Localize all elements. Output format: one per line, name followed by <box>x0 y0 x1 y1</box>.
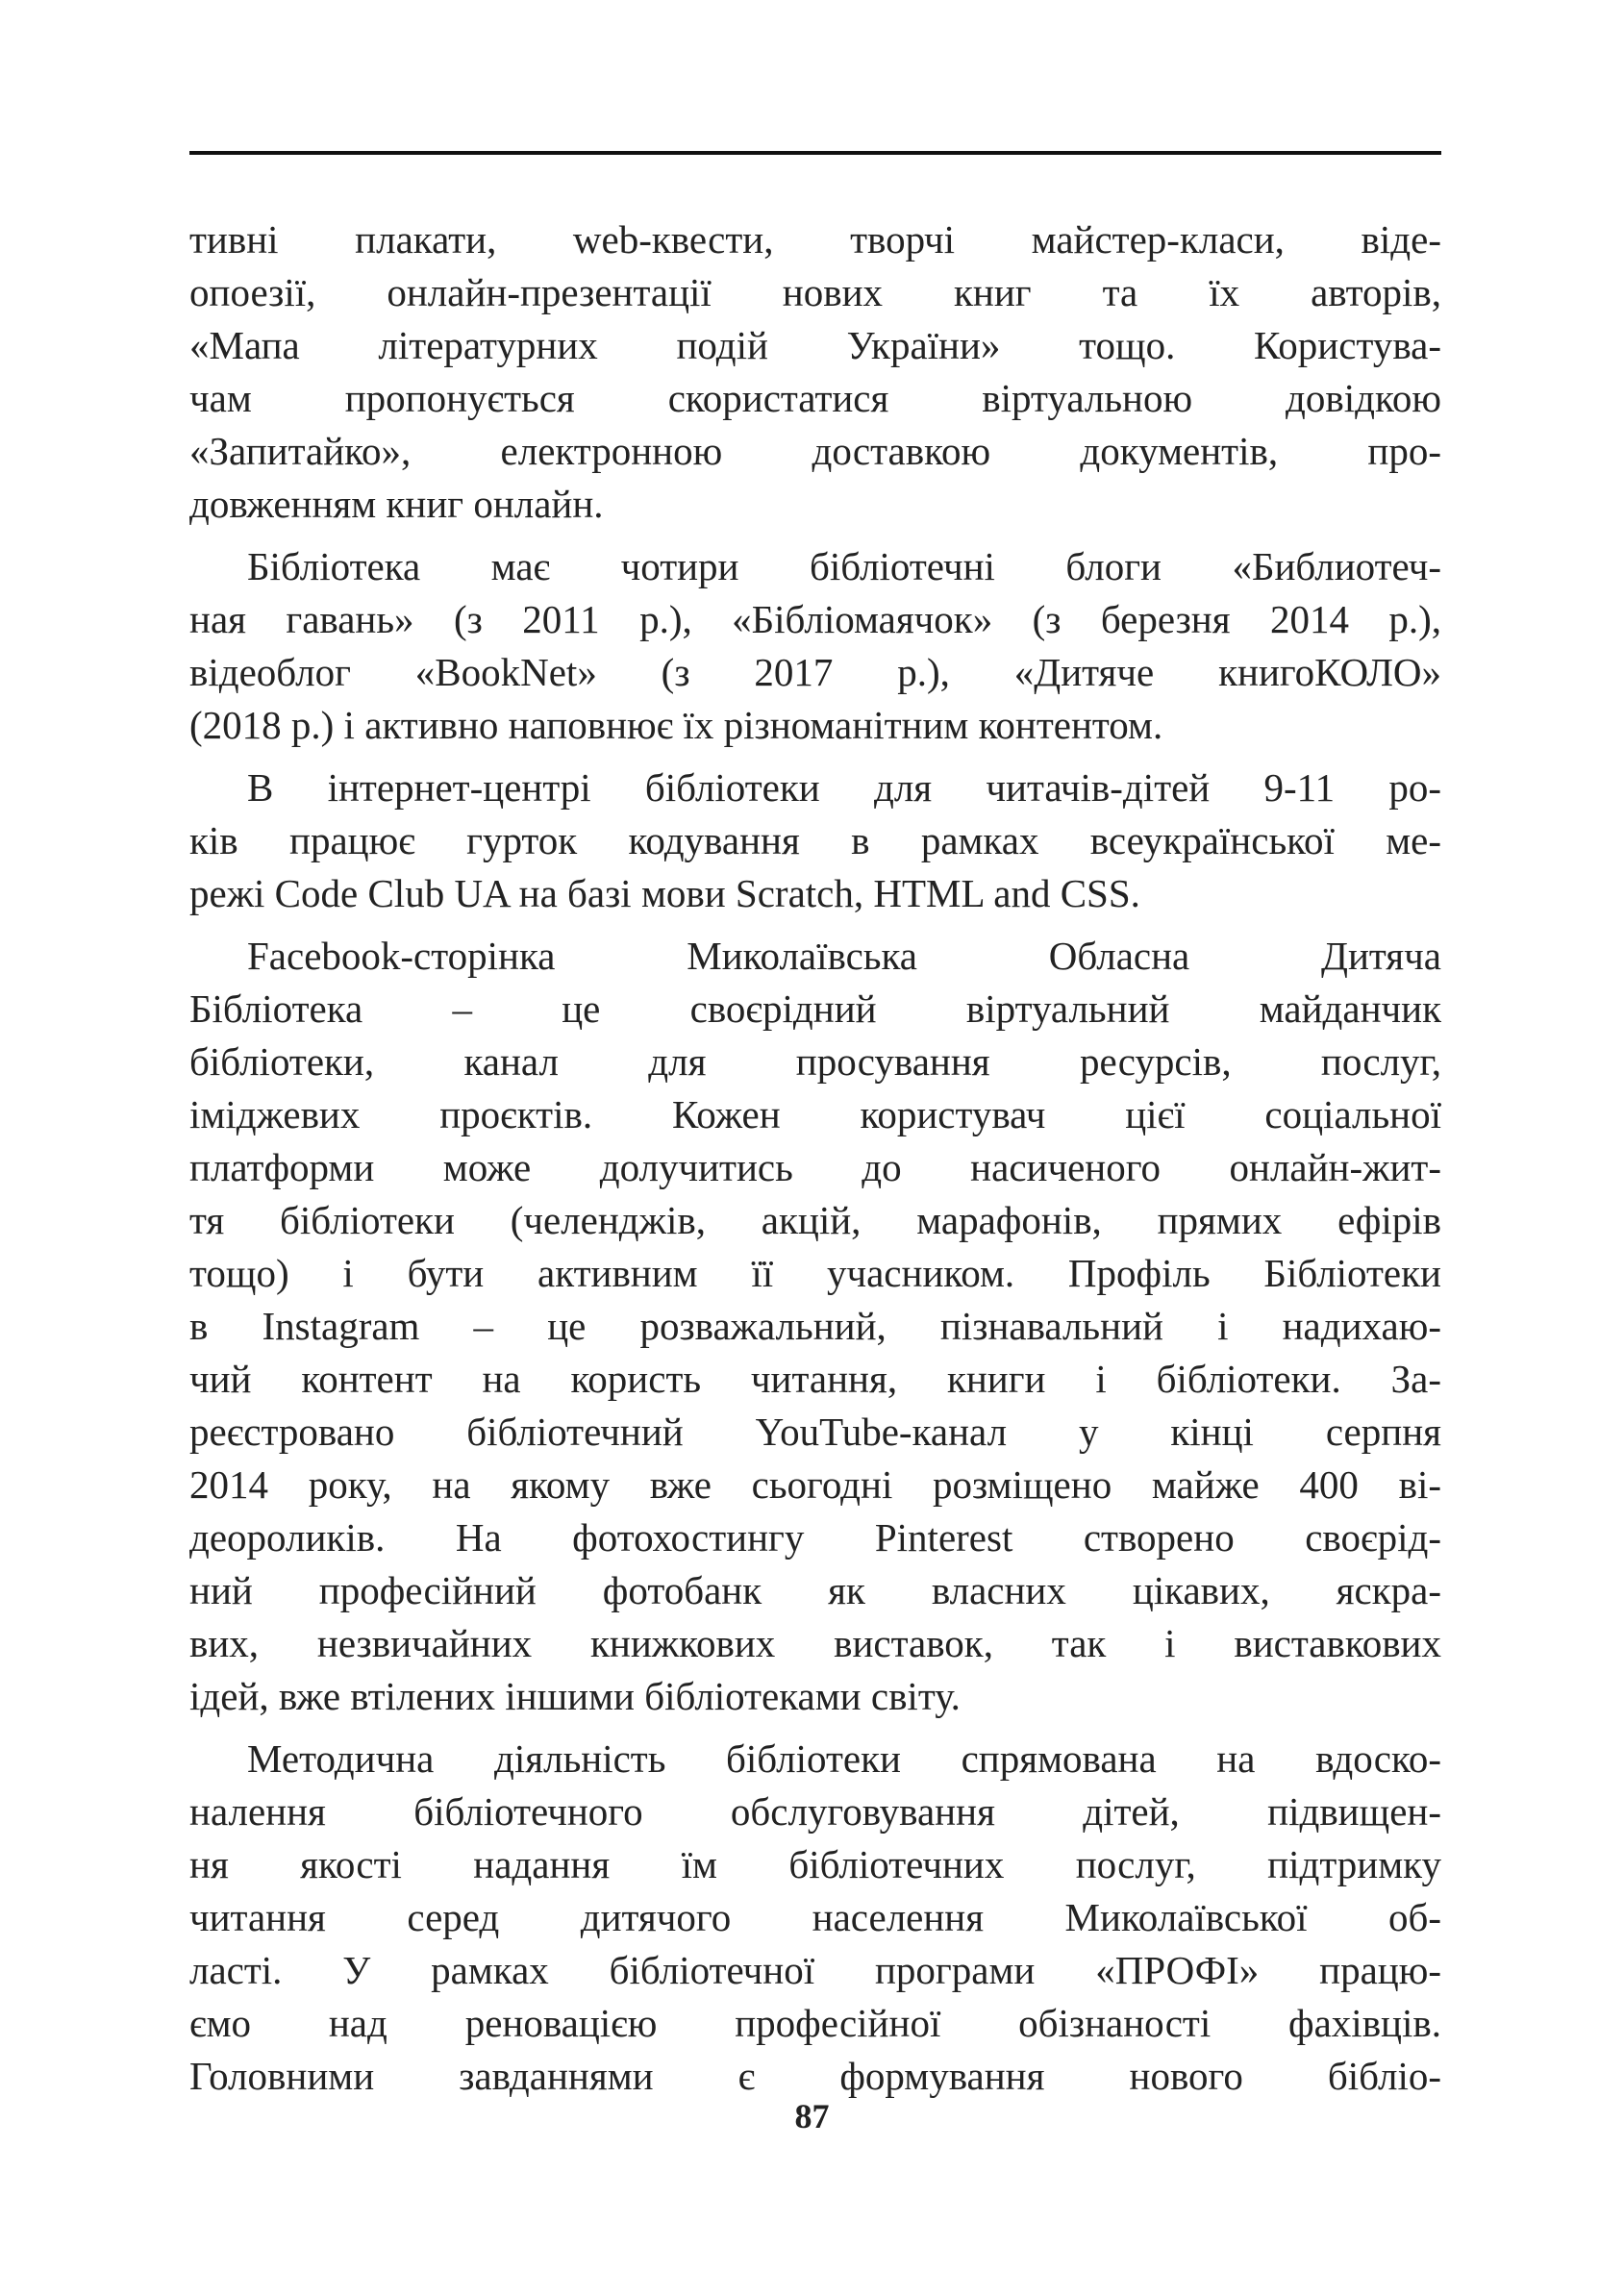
text-line: в Instagram – це розважальний, пізнавальний і надихаю- <box>189 1304 1441 1348</box>
paragraph <box>189 761 1441 920</box>
text-line: читання серед дитячого населення Миколаївської об- <box>189 1895 1441 1939</box>
text-line: «Запитайко», електронною доставкою документів, про- <box>189 429 1441 473</box>
text-line: іміджевих проєктів. Кожен користувач цієї соціальної <box>189 1092 1441 1136</box>
text-line: (2018 р.) і активно наповнює їх різноманітним контентом. <box>189 703 1163 747</box>
text-line: Головними завданнями є формування нового бібліо- <box>189 2054 1441 2098</box>
text-line: ємо над реновацією професійної обізнаності фахівців. <box>189 2001 1441 2045</box>
text-line: тивні плакати, web-квести, творчі майстер-класи, віде- <box>189 217 1441 262</box>
text-line: ідей, вже втілених іншими бібліотеками світу. <box>189 1674 961 1718</box>
text-line: довженням книг онлайн. <box>189 482 604 526</box>
text-line: ний професійний фотобанк як власних цікавих, яскра- <box>189 1568 1441 1612</box>
page-number: 87 <box>794 2097 830 2135</box>
text-line: режі Code Club UA на базі мови Scratch, HTML and CSS. <box>189 871 1140 915</box>
paragraph <box>189 1733 1441 2103</box>
text-line: Методична діяльність бібліотеки спрямована на вдоско- <box>247 1736 1441 1781</box>
text-line: ків працює гурток кодування в рамках всеукраїнської ме- <box>189 818 1441 862</box>
text-line: бібліотеки, канал для просування ресурсів, послуг, <box>189 1039 1441 1084</box>
text-line: В інтернет-центрі бібліотеки для читачів-дітей 9-11 ро- <box>247 765 1441 810</box>
text-line: платформи може долучитись до насиченого онлайн-жит- <box>189 1145 1441 1189</box>
paragraph <box>189 540 1441 752</box>
text-line: реєстровано бібліотечний YouTube-канал у кінці серпня <box>189 1410 1441 1454</box>
body-text <box>189 213 1441 2112</box>
text-line: відеоблог «BookNet» (з 2017 р.), «Дитяче книгоКОЛО» <box>189 650 1441 694</box>
text-line: «Мапа літературних подій України» тощо. Користува- <box>189 323 1441 367</box>
text-line: налення бібліотечного обслуговування дітей, підвищен- <box>189 1789 1441 1834</box>
text-line: ласті. У рамках бібліотечної програми «ПРОФІ» працю- <box>189 1948 1441 1992</box>
text-line: 2014 року, на якому вже сьогодні розміщено майже 400 ві- <box>189 1462 1441 1507</box>
paragraph <box>189 930 1441 1723</box>
text-line: ня якості надання їм бібліотечних послуг, підтримку <box>189 1842 1441 1886</box>
text-line: Бібліотека має чотири бібліотечні блоги «Библиотеч- <box>247 544 1441 588</box>
paragraph <box>189 213 1441 531</box>
text-line: вих, незвичайних книжкових виставок, так і виставкових <box>189 1621 1441 1665</box>
header-rule <box>189 151 1441 155</box>
text-line: тощо) і бути активним її учасником. Профіль Бібліотеки <box>189 1251 1441 1295</box>
text-line: Бібліотека – це своєрідний віртуальний майданчик <box>189 986 1441 1031</box>
text-line: чам пропонується скористатися віртуальною довідкою <box>189 376 1441 420</box>
text-line: опоезії, онлайн-презентації нових книг та їх авторів, <box>189 270 1441 314</box>
text-line: деороликів. На фотохостингу Pinterest створено своєрід- <box>189 1515 1441 1560</box>
text-line: ная гавань» (з 2011 р.), «Бібліомаячок» (з березня 2014 р.), <box>189 597 1441 641</box>
text-line: Facebook-сторінка Миколаївська Обласна Дитяча <box>247 934 1441 978</box>
text-line: тя бібліотеки (челенджів, акцій, марафонів, прямих ефірів <box>189 1198 1441 1242</box>
text-line: чий контент на користь читання, книги і бібліотеки. За- <box>189 1357 1441 1401</box>
